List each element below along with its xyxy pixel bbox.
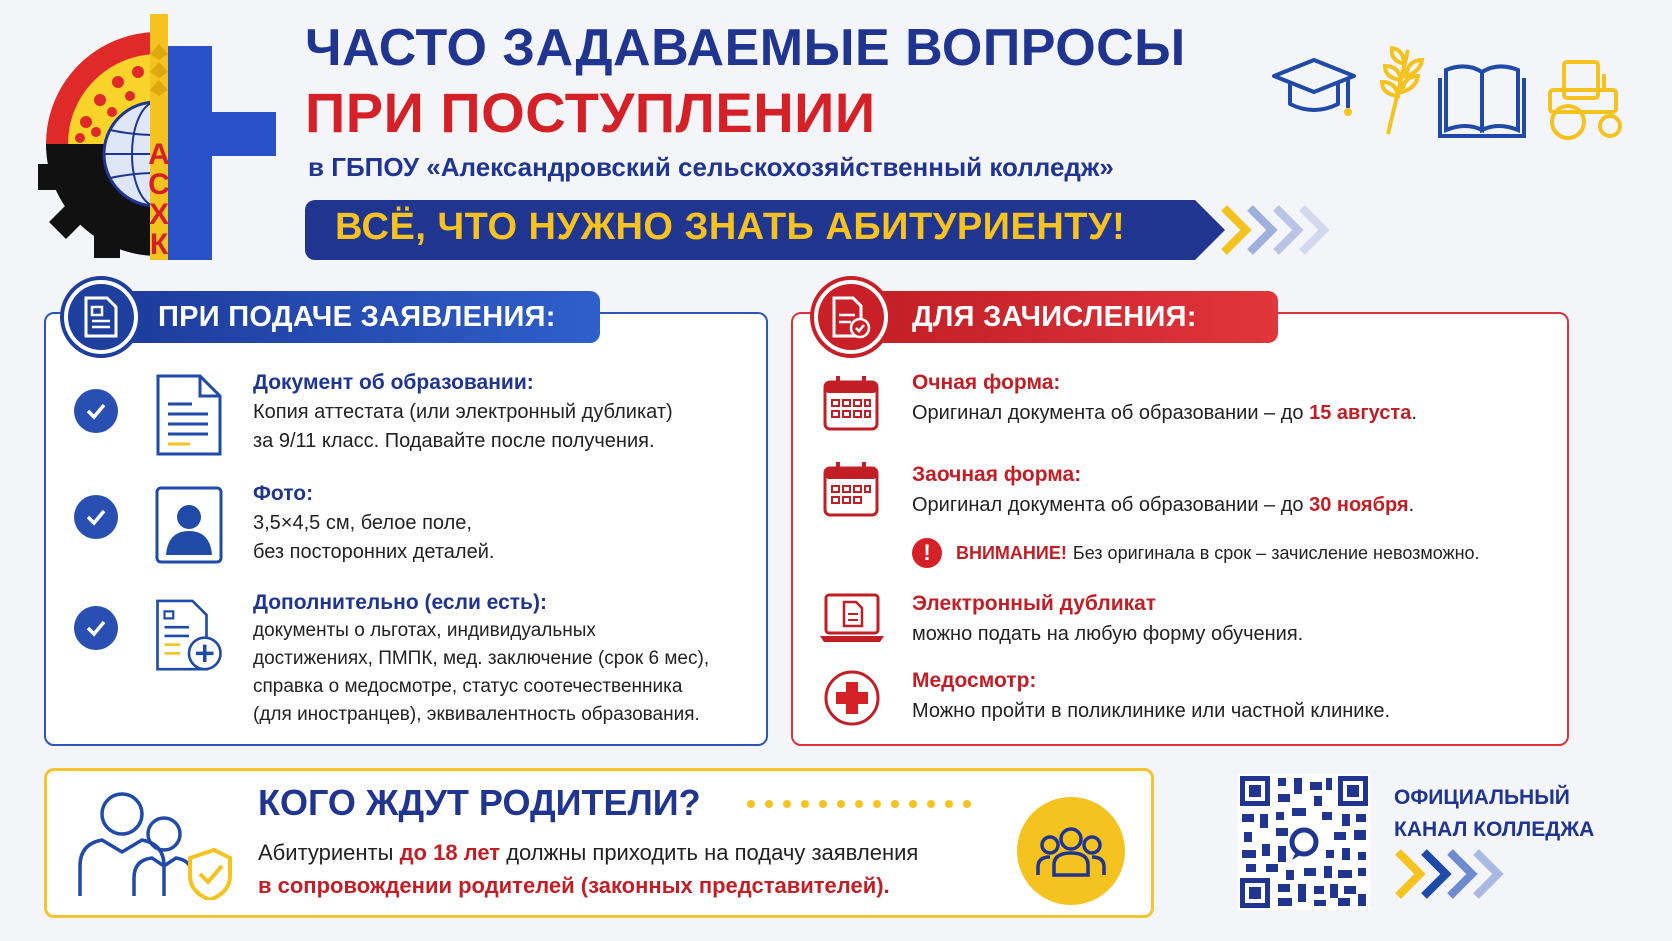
parents-text-highlight: в сопровождении родителей (законных представителей). [258, 873, 890, 898]
warning-note [912, 538, 1480, 568]
tractor-icon [1550, 62, 1620, 138]
item-text: документы о льготах, индивидуальных [253, 620, 596, 641]
item-text: справка о медосмотре, статус соотечественника [253, 676, 683, 697]
channel-label-line1: ОФИЦИАЛЬНЫЙ [1394, 786, 1570, 809]
book-icon [1440, 66, 1524, 136]
item-text: за 9/11 класс. Подавайте после получения. [253, 430, 655, 452]
calendar-icon [822, 460, 880, 518]
exclamation-icon: ! [912, 538, 942, 568]
logo-letter: Х [148, 198, 170, 231]
document-icon [154, 372, 224, 458]
qr-code[interactable] [1238, 774, 1370, 910]
item-text: без посторонних деталей. [253, 541, 495, 563]
chevrons-icon [1394, 848, 1506, 900]
medical-document-icon [154, 592, 224, 678]
header-icons [1270, 42, 1630, 142]
item-text: Копия аттестата (или электронный дубликат) [253, 401, 673, 423]
parents-title: КОГО ЖДУТ РОДИТЕЛИ? [258, 782, 701, 823]
item-text: 3,5×4,5 см, белое поле, [253, 512, 472, 534]
chevrons-icon [1220, 202, 1345, 258]
check-icon [74, 389, 118, 433]
page-title-line1: ЧАСТО ЗАДАВАЕМЫЕ ВОПРОСЫ [305, 19, 1186, 77]
college-logo [38, 14, 278, 262]
parents-text: Абитуриенты до 18 лет должны приходить на подачу заявления [258, 840, 919, 865]
wheat-icon [1382, 48, 1422, 134]
check-icon [74, 606, 118, 650]
item-text: Оригинал документа об образовании – до 15 августа. [912, 402, 1417, 424]
item-text: (для иностранцев), эквивалентность образования. [253, 704, 700, 725]
channel-label [1394, 782, 1594, 846]
group-badge [1017, 797, 1125, 905]
calendar-icon [822, 374, 880, 432]
warning-label: ВНИМАНИЕ! [956, 542, 1067, 563]
logo-letter: А [148, 138, 170, 171]
warning-text: Без оригинала в срок – зачисление невозможно. [1072, 542, 1480, 563]
page-title-line2: ПРИ ПОСТУПЛЕНИИ [305, 81, 876, 144]
item-title: Фото: [253, 482, 314, 505]
item-title: Очная форма: [912, 371, 1061, 394]
item-title: Медосмотр: [912, 669, 1037, 692]
approved-document-icon [831, 295, 871, 339]
dotted-line [745, 796, 985, 812]
medical-cross-icon [822, 668, 882, 728]
application-badge [60, 276, 142, 358]
item-text: достижениях, ПМПК, мед. заключение (срок 6 мес), [253, 648, 710, 669]
deadline-date: 30 ноября [1309, 494, 1409, 516]
item-text: Можно пройти в поликлинике или частной клинике. [912, 700, 1391, 722]
photo-icon [154, 482, 224, 568]
group-icon [1036, 823, 1106, 879]
check-icon [74, 495, 118, 539]
logo-letter: К [149, 228, 169, 261]
deadline-date: 15 августа [1309, 402, 1412, 424]
enrollment-badge [810, 276, 892, 358]
item-title: Электронный дубликат [912, 592, 1157, 615]
graduation-cap-icon [1274, 60, 1354, 110]
page-subtitle: в ГБПОУ «Александровский сельскохозяйственный колледж» [308, 152, 1114, 182]
item-title: Заочная форма: [912, 463, 1082, 486]
enrollment-tab: ДЛЯ ЗАЧИСЛЕНИЯ: [860, 291, 1278, 343]
item-title: Документ об образовании: [253, 371, 534, 394]
form-icon [83, 295, 119, 339]
age-limit: до 18 лет [399, 840, 501, 865]
parents-icon [72, 788, 232, 900]
item-title: Дополнительно (если есть): [253, 591, 547, 614]
logo-letter: С [148, 168, 170, 201]
enrollment-panel [791, 312, 1569, 746]
item-text: Оригинал документа об образовании – до 30 ноября. [912, 494, 1415, 516]
banner-text: ВСЁ, ЧТО НУЖНО ЗНАТЬ АБИТУРИЕНТУ! [335, 206, 1126, 248]
channel-label-line2: КАНАЛ КОЛЛЕДЖА [1394, 818, 1595, 841]
item-text: можно подать на любую форму обучения. [912, 623, 1304, 645]
application-tab: ПРИ ПОДАЧЕ ЗАЯВЛЕНИЯ: [112, 291, 600, 343]
laptop-document-icon [818, 592, 886, 644]
